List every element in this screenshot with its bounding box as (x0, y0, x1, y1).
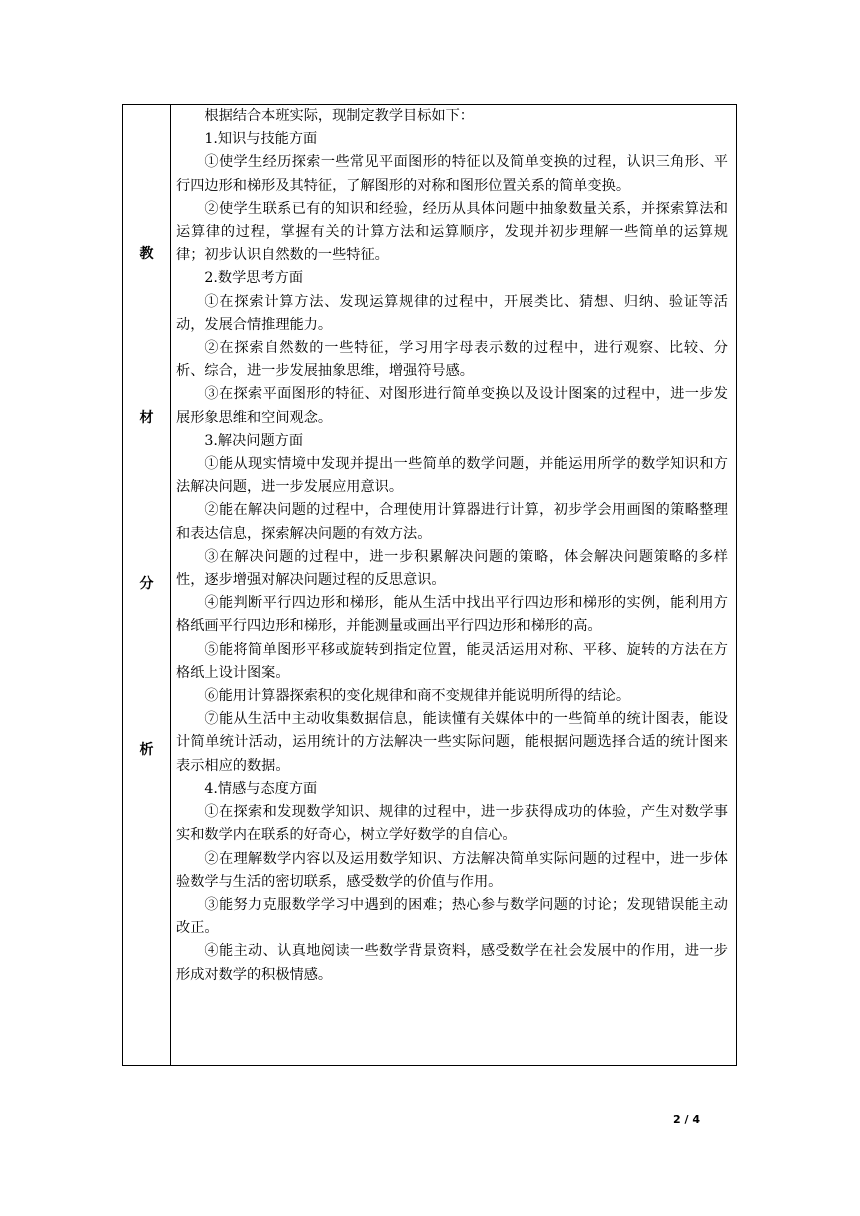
label-char: 分 (139, 576, 154, 592)
section-heading: 3.解决问题方面 (204, 432, 304, 449)
objective-item: ④能主动、认真地阅读一些数学背景资料，感受数学在社会发展中的作用，进一步形成对数学的积极情感。 (176, 943, 728, 983)
objective-item: ②能在解决问题的过程中，合理使用计算器进行计算，初步学会用画图的策略整理和表达信息，探索解决问题的有效方法。 (176, 502, 728, 542)
intro-text: 根据结合本班实际，现制定教学目标如下： (204, 108, 474, 124)
label-column (123, 105, 171, 1065)
objective-item: ③在探索平面图形的特征、对图形进行简单变换以及设计图案的过程中，进一步发展形象思维和空间观念。 (176, 386, 728, 426)
objective-item: ①在探索计算方法、发现运算规律的过程中，开展类比、猜想、归纳、验证等活动，发展合情推理能力。 (176, 293, 728, 333)
objective-item: ①能从现实情境中发现并提出一些简单的数学问题，并能运用所学的数学知识和方法解决问题，进一步发展应用意识。 (176, 456, 728, 496)
teaching-table (122, 104, 737, 1066)
objective-item: ⑥能用计算器探索积的变化规律和商不变规律并能说明所得的结论。 (204, 688, 631, 705)
label-char: 材 (139, 410, 154, 426)
section-heading: 1.知识与技能方面 (204, 131, 318, 148)
section-heading: 4.情感与态度方面 (204, 780, 318, 797)
objective-item: ②在探索自然数的一些特征，学习用字母表示数的过程中，进行观察、比较、分析、综合，进一步发展抽象思维，增强符号感。 (176, 340, 728, 380)
section-heading: 2.数学思考方面 (204, 270, 304, 287)
objective-item: ③在解决问题的过程中，进一步积累解决问题的策略，体会解决问题策略的多样性，逐步增强对解决问题过程的反思意识。 (176, 548, 728, 589)
objective-item: ①使学生经历探索一些常见平面图形的特征以及简单变换的过程，认识三角形、平行四边形和梯形及其特征，了解图形的对称和图形位置关系的简单变换。 (176, 154, 728, 194)
label-char: 析 (139, 742, 154, 758)
page-number: 2 / 4 (673, 1113, 700, 1126)
content-cell (171, 105, 736, 1065)
objective-item: ④能判断平行四边形和梯形，能从生活中找出平行四边形和梯形的实例，能利用方格纸画平行四边形和梯形，并能测量或画出平行四边形和梯形的高。 (176, 595, 728, 635)
label-char: 教 (139, 246, 154, 262)
objective-item: ⑦能从生活中主动收集数据信息，能读懂有关媒体中的一些简单的统计图表，能设计简单统计活动，运用统计的方法解决一些实际问题，能根据问题选择合适的统计图来表示相应的数据。 (176, 711, 728, 774)
objective-item: ②使学生联系已有的知识和经验，经历从具体问题中抽象数量关系，并探索算法和运算律的过程，掌握有关的计算方法和运算顺序，发现并初步理解一些简单的运算规律；初步认识自然数的一些特征。 (176, 200, 728, 264)
objective-item: ①在探索和发现数学知识、规律的过程中，进一步获得成功的体验，产生对数学事实和数学内在联系的好奇心，树立学好数学的自信心。 (176, 804, 728, 844)
objective-item: ⑤能将简单图形平移或旋转到指定位置，能灵活运用对称、平移、旋转的方法在方格纸上设计图案。 (176, 641, 728, 681)
objective-item: ②在理解数学内容以及运用数学知识、方法解决简单实际问题的过程中，进一步体验数学与生活的密切联系，感受数学的价值与作用。 (176, 850, 728, 890)
objective-item: ③能努力克服数学学习中遇到的困难；热心参与数学问题的讨论；发现错误能主动改正。 (176, 896, 728, 937)
